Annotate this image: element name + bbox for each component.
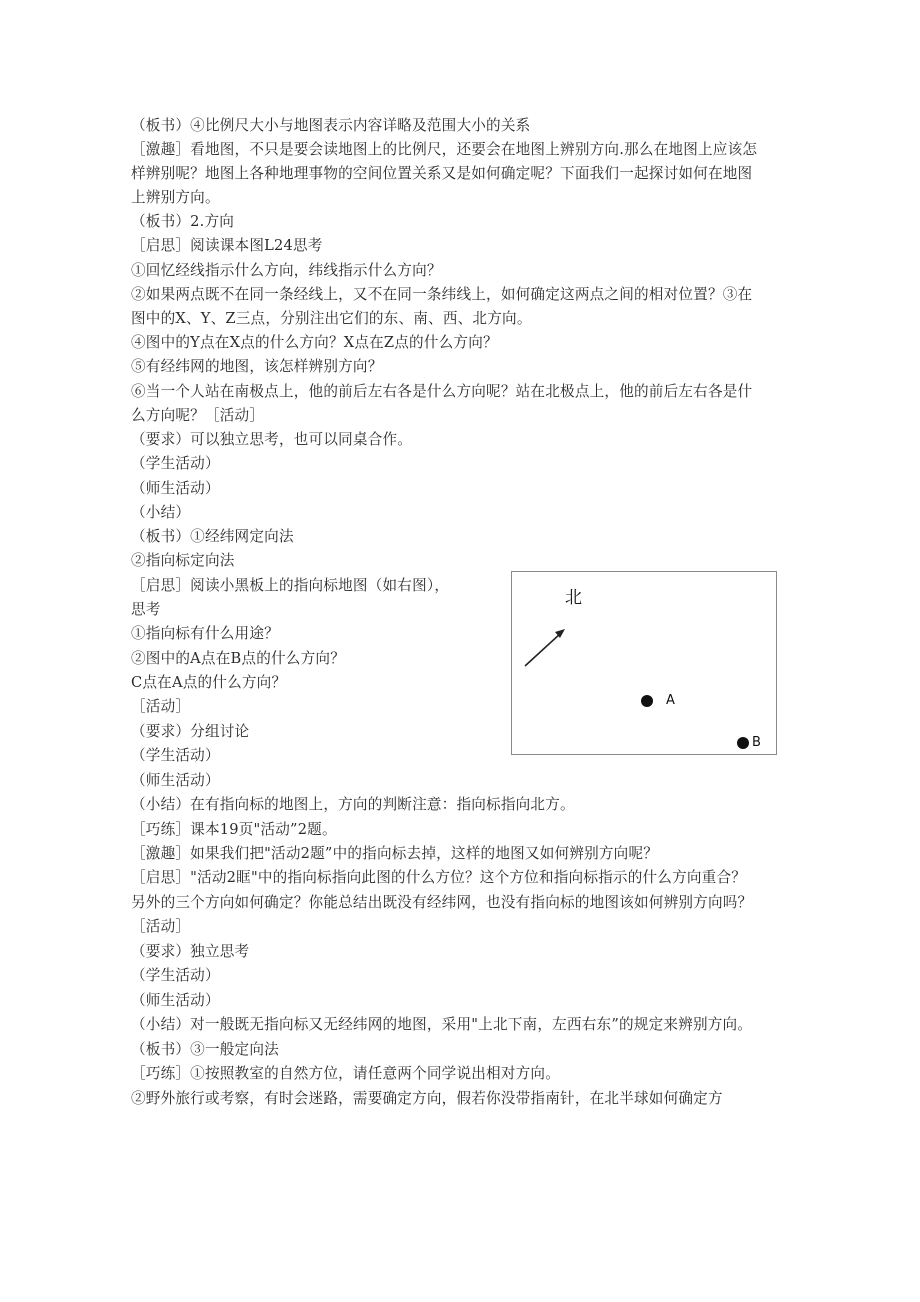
text-line: （板书）④比例尺大小与地图表示内容详略及范围大小的关系 <box>131 117 531 134</box>
text-line: （小结） <box>131 504 191 521</box>
text-line: ［巧练］①按照教室的自然方位，请任意两个同学说出相对方向。 <box>131 1065 561 1082</box>
text-line: ①指向标有什么用途？ <box>131 625 279 642</box>
text-line: （师生活动） <box>131 480 220 497</box>
text-line: ⑤有经纬网的地图，该怎样辨别方向？ <box>131 358 383 375</box>
text-line: （要求）分组讨论 <box>131 723 250 740</box>
text-line: ④图中的Y点在X点的什么方向？X点在Z点的什么方向？ <box>131 334 498 351</box>
text-line: （板书）③一般定向法 <box>131 1041 279 1058</box>
text-line: C点在A点的什么方向？ <box>131 674 287 691</box>
text-line: ②如果两点既不在同一条经线上，又不在同一条纬线上，如何确定这两点之间的相对位置？③在 <box>131 286 753 303</box>
text-line: （要求）可以独立思考，也可以同桌合作。 <box>131 431 413 448</box>
text-line: 么方向呢？［活动］ <box>131 407 265 424</box>
north-label: 北 <box>565 588 582 608</box>
text-line: （学生活动） <box>131 455 220 472</box>
text-line: （要求）独立思考 <box>131 943 250 960</box>
text-line: （学生活动） <box>131 967 220 984</box>
text-line: 思考 <box>131 601 161 618</box>
point-b-marker <box>737 737 749 749</box>
direction-map-graphic <box>512 572 778 756</box>
text-line: 另外的三个方向如何确定？你能总结出既没有经纬网，也没有指向标的地图该如何辨别方向吗？ <box>131 894 753 911</box>
text-line: （小结）对一般既无指向标又无经纬网的地图，采用"上北下南，左西右东”的规定来辨别方向。 <box>131 1016 753 1033</box>
point-a-label: A <box>666 693 675 708</box>
point-b-label: B <box>752 735 761 750</box>
text-line: （板书）2.方向 <box>131 213 235 230</box>
text-line: （板书）①经纬网定向法 <box>131 528 294 545</box>
text-line: ⑥当一个人站在南极点上，他的前后左右各是什么方向呢？站在北极点上，他的前后左右各是什 <box>131 383 753 400</box>
text-line: ［活动］ <box>131 698 191 715</box>
text-line: 图中的X、Y、Z三点，分别注出它们的东、南、西、北方向。 <box>131 310 532 327</box>
text-line: 上辨别方向。 <box>131 189 220 206</box>
text-line: （师生活动） <box>131 992 220 1009</box>
text-line: （学生活动） <box>131 747 220 764</box>
text-line: ①回忆经线指示什么方向，纬线指示什么方向？ <box>131 262 442 279</box>
point-a-marker <box>641 695 653 707</box>
text-line: ［活动］ <box>131 918 191 935</box>
text-line: ②指向标定向法 <box>131 552 235 569</box>
text-line: ［启思］阅读小黑板上的指向标地图（如右图）， <box>131 577 450 594</box>
text-line: （师生活动） <box>131 772 220 789</box>
text-line: ②图中的A点在B点的什么方向？ <box>131 650 345 667</box>
text-line: ［启思］"活动2眶"中的指向标指向此图的什么方位？这个方位和指向标指示的什么方向重合？ <box>131 869 747 886</box>
text-line: 样辨别呢？地图上各种地理事物的空间位置关系又是如何确定呢？下面我们一起探讨如何在地图 <box>131 165 753 182</box>
text-line: ［激趣］看地图，不只是要会读地图上的比例尺，还要会在地图上辨别方向.那么在地图上应该怎 <box>131 141 758 158</box>
text-line: （小结）在有指向标的地图上，方向的判断注意：指向标指向北方。 <box>131 796 575 813</box>
north-arrow-shaft <box>525 633 561 666</box>
text-line: ［巧练］课本19页"活动”2题。 <box>131 821 337 838</box>
text-line: ［启思］阅读课本图L24思考 <box>131 237 323 254</box>
direction-map-figure <box>511 571 777 755</box>
text-line: ②野外旅行或考察，有时会迷路，需要确定方向，假若你没带指南针，在北半球如何确定方 <box>131 1090 723 1107</box>
text-line: ［激趣］如果我们把"活动2题”中的指向标去掉，这样的地图又如何辨别方向呢？ <box>131 845 659 862</box>
